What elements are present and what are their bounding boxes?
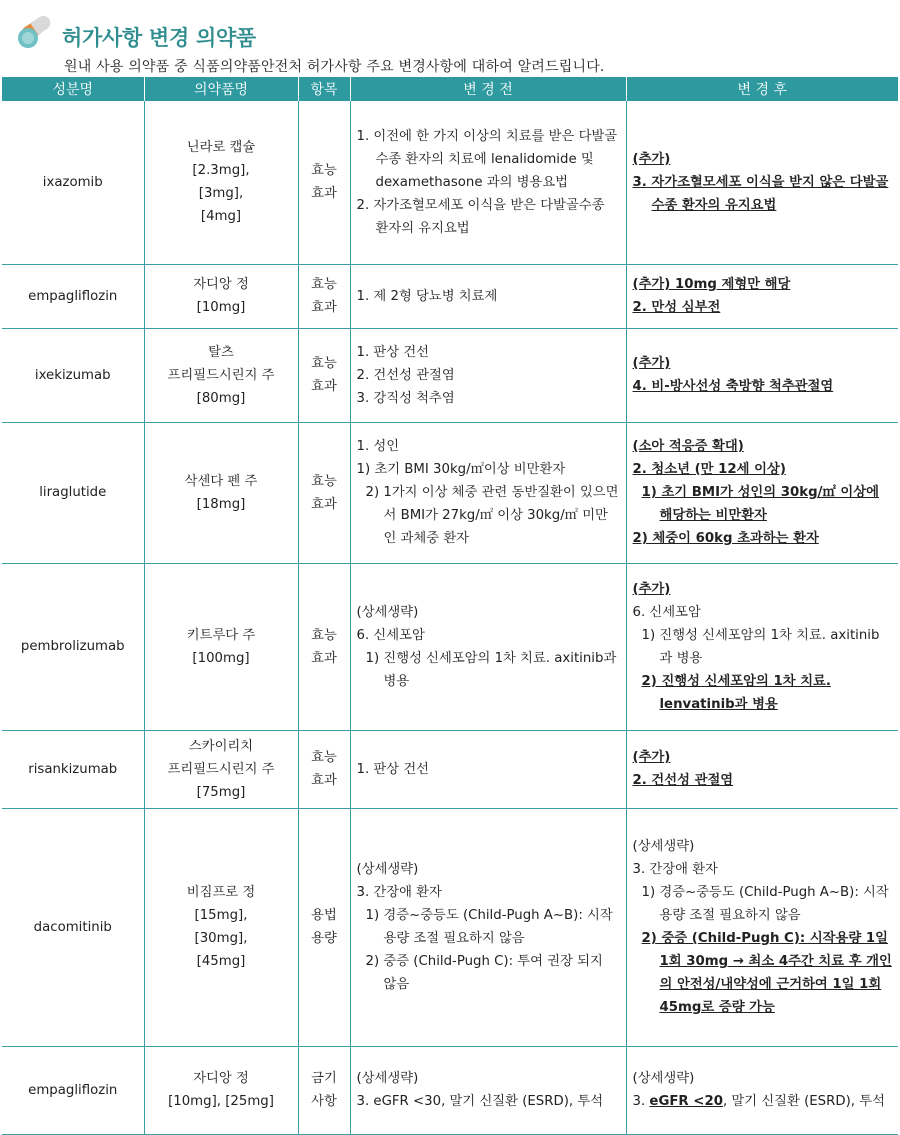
before-line: (상세생략) [356, 604, 419, 620]
before-line: 1) 경증~중등도 (Child-Pugh A~B): 시작용량 조절 필요하지 않음 [365, 908, 613, 946]
after-line: (추가) [632, 356, 671, 371]
category-cell [298, 563, 350, 730]
before-line: (상세생략) [356, 1071, 419, 1086]
page-subtitle: 원내 사용 의약품 중 식품의약품안전처 허가사항 주요 변경사항에 대하여 알려드립니다. [64, 59, 605, 75]
category-line: 효능 [311, 627, 337, 643]
product-cell [144, 264, 298, 328]
product-line: [100mg] [192, 650, 250, 666]
product-cell [144, 1046, 298, 1134]
before-line: 3. 강직성 척추염 [356, 390, 455, 406]
after-line: (상세생략) [632, 839, 695, 854]
category-line: 효능 [311, 163, 337, 179]
after-cell [626, 422, 898, 563]
after-line: 6. 신세포암 [632, 604, 701, 620]
before-cell [350, 730, 626, 808]
before-line: 6. 신세포암 [356, 627, 425, 643]
product-line: [4mg] [200, 209, 242, 225]
product-line: [3mg], [198, 186, 244, 202]
before-line: 2) 1가지 이상 체중 관련 동반질환이 있으면서 BMI가 27kg/㎡ 이상 30kg/㎡ 미만인 과체중 환자 [365, 485, 619, 546]
after-line: (추가) [632, 750, 671, 765]
product-line: [30mg], [194, 931, 248, 946]
category-line: 효과 [311, 186, 337, 202]
table-row [2, 328, 898, 422]
after-num: 3. [632, 1094, 646, 1109]
category-line: 효능 [311, 277, 337, 292]
after-cell [626, 808, 898, 1046]
table-row [2, 264, 898, 328]
after-line: 2) 체중이 60kg 초과하는 환자 [632, 531, 819, 546]
before-cell [350, 328, 626, 422]
category-line: 효과 [311, 650, 337, 666]
after-line: 3. 간장애 환자 [632, 862, 718, 877]
after-line: 2) 진행성 신세포암의 1차 치료. lenvatinib과 병용 [641, 673, 831, 712]
after-cell [626, 101, 898, 264]
product-line: 닌라로 캡슐 [186, 140, 256, 156]
after-line: 2) 중증 (Child-Pugh C): 시작용량 1일 1회 30mg → 최소 4주간 치료 후 개인의 안전성/내약성에 근거하여 1일 1회 45mg로 증량 가능 [641, 931, 892, 1015]
after-line: 2. 건선성 관절염 [632, 773, 734, 788]
after-line: 1) 초기 BMI가 성인의 30kg/㎡ 이상에 해당하는 비만환자 [641, 485, 879, 523]
product-line: [80mg] [196, 390, 246, 406]
category-line: 효능 [311, 473, 337, 489]
product-cell [144, 101, 298, 264]
col-category: 항목 [298, 77, 350, 101]
page-header [0, 0, 900, 76]
col-product: 의약품명 [144, 77, 298, 101]
before-cell [350, 422, 626, 563]
ingredient-cell: risankizumab [2, 730, 144, 808]
ingredient-cell: ixekizumab [2, 328, 144, 422]
table-row [2, 422, 898, 563]
after-line: (추가) [632, 581, 671, 597]
category-cell [298, 422, 350, 563]
ingredient-cell: empagliflozin [2, 264, 144, 328]
after-line: (추가) [632, 151, 671, 167]
category-cell [298, 264, 350, 328]
after-line: 3. 자가조혈모세포 이식을 받지 않은 다발골수종 환자의 유지요법 [632, 174, 889, 213]
category-line: 사항 [311, 1094, 337, 1109]
col-ingredient: 성분명 [2, 77, 144, 101]
after-line: 2. 만성 심부전 [632, 300, 721, 315]
before-line: (상세생략) [356, 862, 419, 877]
table-header-row [2, 77, 898, 101]
category-line: 금기 [311, 1071, 337, 1086]
category-line: 효과 [311, 496, 337, 512]
product-line: 프리필드시린지 주 [167, 761, 275, 777]
after-cell [626, 730, 898, 808]
category-cell [298, 808, 350, 1046]
ingredient-cell: dacomitinib [2, 808, 144, 1046]
table-row [2, 808, 898, 1046]
after-line: 4. 비-방사선성 축방향 척추관절염 [632, 379, 834, 394]
product-line: 자디앙 정 [193, 1071, 249, 1086]
table-row [2, 101, 898, 264]
after-line: 2. 청소년 (만 12세 이상) [632, 462, 786, 477]
product-cell [144, 563, 298, 730]
after-line: (소아 적응증 확대) [632, 439, 744, 454]
after-line: 1) 진행성 신세포암의 1차 치료. axitinib과 병용 [641, 627, 880, 666]
product-line: [15mg], [194, 908, 248, 923]
product-line: [75mg] [196, 784, 246, 800]
product-cell [144, 422, 298, 563]
product-cell [144, 328, 298, 422]
category-cell [298, 730, 350, 808]
category-line: 효과 [311, 773, 337, 788]
product-line: [45mg] [196, 954, 246, 969]
category-line: 효능 [311, 750, 337, 765]
col-before: 변 경 전 [350, 77, 626, 101]
category-line: 용법 [311, 908, 337, 923]
before-line: 1) 진행성 신세포암의 1차 치료. axitinib과 병용 [365, 650, 617, 689]
after-cell [626, 328, 898, 422]
table-row [2, 563, 898, 730]
product-line: 키트루다 주 [186, 627, 256, 643]
category-cell [298, 1046, 350, 1134]
before-line: 1) 초기 BMI 30kg/㎡이상 비만환자 [356, 462, 566, 477]
ingredient-cell: liraglutide [2, 422, 144, 563]
category-cell [298, 328, 350, 422]
after-highlight: eGFR <20 [649, 1094, 723, 1109]
ingredient-cell: empagliflozin [2, 1046, 144, 1134]
before-cell [350, 1046, 626, 1134]
after-line: 1) 경증~중등도 (Child-Pugh A~B): 시작용량 조절 필요하지 않음 [641, 885, 889, 923]
product-line: 비짐프로 정 [186, 885, 256, 900]
before-cell [350, 101, 626, 264]
before-line: 2. 건선성 관절염 [356, 367, 455, 383]
before-line: 1. 판상 건선 [356, 344, 430, 360]
page-title: 허가사항 변경 의약품 [62, 26, 256, 50]
before-line: 2. 자가조혈모세포 이식을 받은 다발골수종 환자의 유지요법 [356, 197, 605, 236]
before-cell [350, 808, 626, 1046]
category-line: 효과 [311, 300, 337, 315]
after-rest: , 말기 신질환 (ESRD), 투석 [722, 1094, 885, 1109]
product-line: 프리필드시린지 주 [167, 367, 275, 383]
category-line: 용량 [311, 931, 337, 946]
after-line: (상세생략) [632, 1071, 695, 1086]
before-line: 1. 제 2형 당뇨병 치료제 [356, 288, 498, 304]
product-line: [18mg] [196, 496, 246, 512]
change-table [2, 77, 898, 1135]
pill-capsule-icon [14, 6, 58, 50]
product-line: 자디앙 정 [193, 277, 249, 292]
product-line: 삭센다 펜 주 [184, 473, 258, 489]
ingredient-cell: pembrolizumab [2, 563, 144, 730]
product-line: [2.3mg], [192, 163, 250, 179]
product-cell [144, 730, 298, 808]
before-cell [350, 563, 626, 730]
before-line: 3. eGFR <30, 말기 신질환 (ESRD), 투석 [356, 1094, 604, 1109]
before-cell [350, 264, 626, 328]
table-row [2, 730, 898, 808]
before-line: 1. 이전에 한 가지 이상의 치료를 받은 다발골수종 환자의 치료에 lenalidomide 및 dexamethasone 과의 병용요법 [356, 128, 618, 190]
product-line: 스카이리치 [188, 738, 254, 754]
ingredient-cell: ixazomib [2, 101, 144, 264]
before-line: 3. 간장애 환자 [356, 885, 442, 900]
before-line: 1. 성인 [356, 439, 400, 454]
category-line: 효능 [311, 356, 337, 371]
after-cell [626, 563, 898, 730]
after-line: (추가) 10mg 제형만 해당 [632, 277, 791, 292]
after-line-composite [633, 1090, 893, 1113]
before-line: 2) 중증 (Child-Pugh C): 투여 권장 되지 않음 [365, 954, 603, 992]
product-cell [144, 808, 298, 1046]
product-line: 탈츠 [208, 344, 234, 360]
after-cell [626, 1046, 898, 1134]
table-row [2, 1046, 898, 1134]
category-cell [298, 101, 350, 264]
before-line: 1. 판상 건선 [356, 761, 430, 777]
category-line: 효과 [311, 379, 337, 394]
product-line: [10mg] [196, 300, 246, 315]
product-line: [10mg], [25mg] [168, 1094, 274, 1109]
col-after: 변 경 후 [626, 77, 898, 101]
after-cell [626, 264, 898, 328]
